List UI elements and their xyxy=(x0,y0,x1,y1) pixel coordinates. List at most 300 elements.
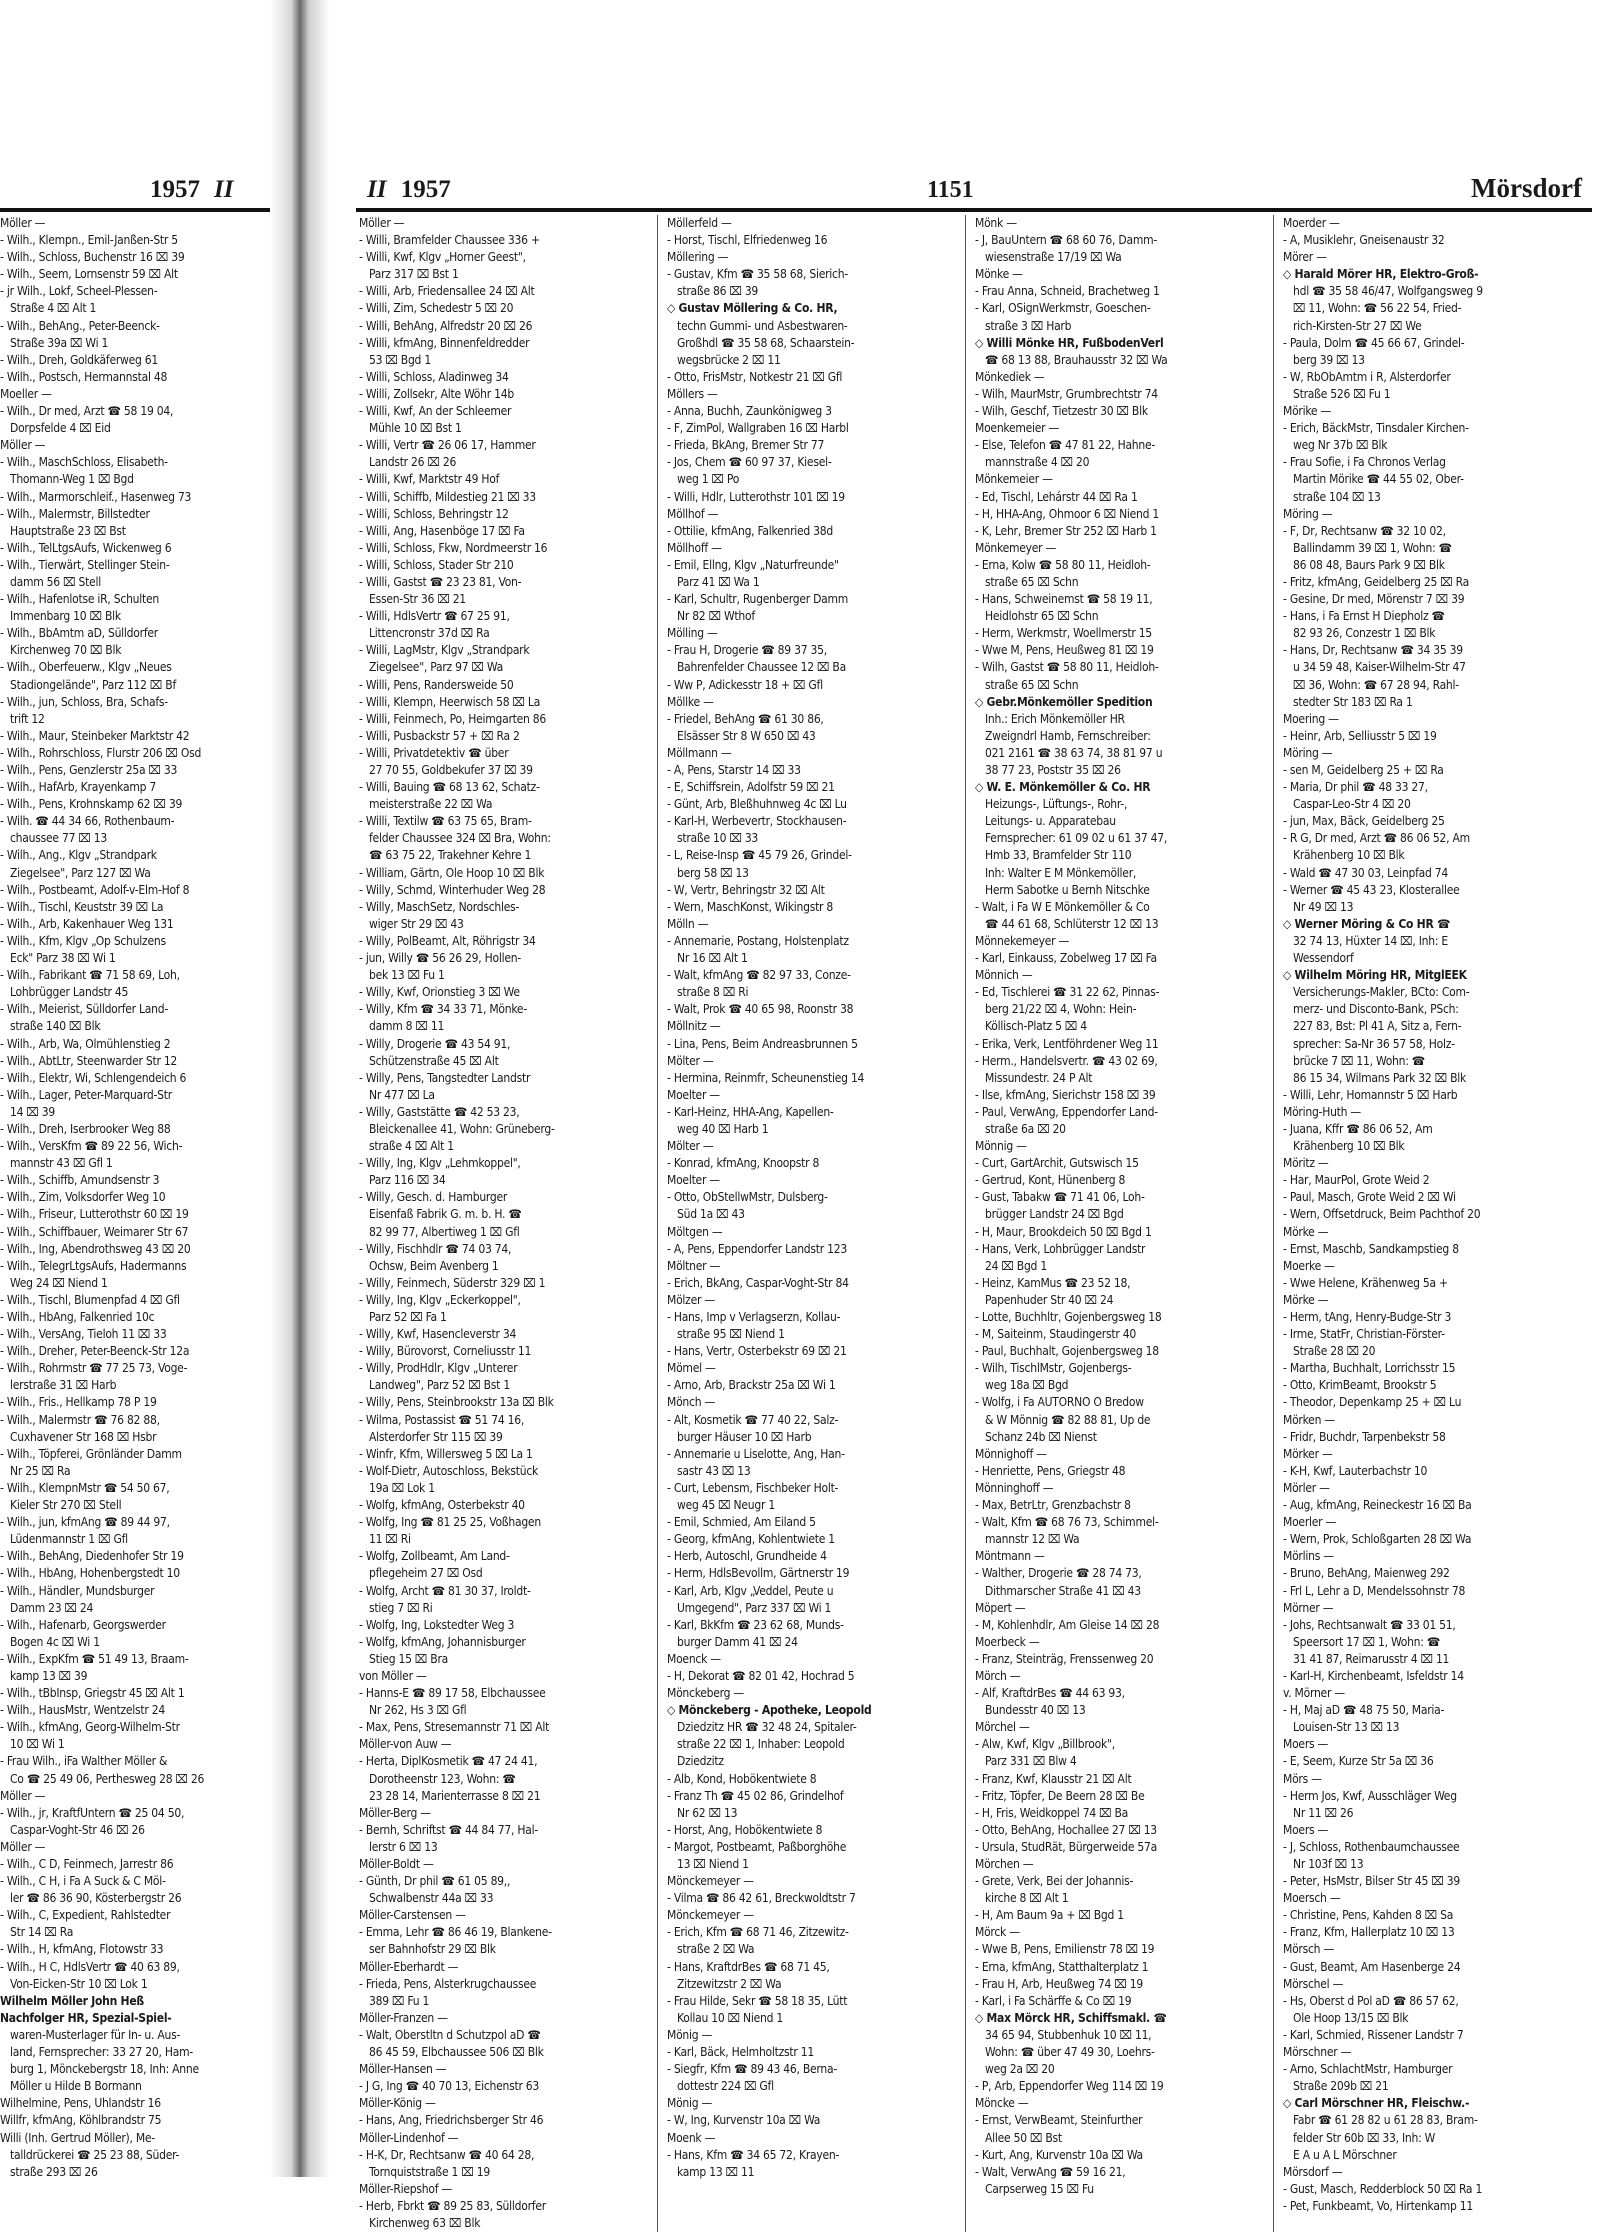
directory-entry: - K-H, Kwf, Lauterbachstr 10 xyxy=(1283,1463,1428,1478)
directory-entry: Möller-von Auw — xyxy=(359,1737,452,1752)
directory-entry: Möller-Carstensen — xyxy=(359,1908,466,1923)
directory-entry: - Wilh., Friseur, Lutterothstr 60 ⌧ 19 xyxy=(0,1207,189,1222)
directory-entry: straße 6a ⌧ 20 xyxy=(985,1121,1066,1136)
directory-entry: trift 12 xyxy=(10,711,45,726)
directory-entry: - Karl, Bäck, Helmholtzstr 11 xyxy=(667,2045,814,2060)
directory-entry: - Alf, KraftdrBes ☎ 44 63 93, xyxy=(975,1686,1125,1701)
directory-entry: lerstraße 31 ⌧ Harb xyxy=(10,1378,117,1393)
directory-entry: Mönckemeyer — xyxy=(667,1874,754,1889)
directory-entry: wiger Str 29 ⌧ 43 xyxy=(369,916,464,931)
directory-entry: - Fritz, Töpfer, De Beern 28 ⌧ Be xyxy=(975,1788,1145,1803)
directory-entry: - Wilh. ☎ 44 34 66, Rothenbaum- xyxy=(0,814,175,829)
directory-entry: - Willy, Fischhdlr ☎ 74 03 74, xyxy=(359,1241,512,1256)
directory-entry: felder Chaussee 324 ⌧ Bra, Wohn: xyxy=(369,831,551,846)
directory-entry: - Georg, kfmAng, Kohlentwiete 1 xyxy=(667,1532,835,1547)
directory-entry: Missundestr. 24 P Alt xyxy=(985,1070,1093,1085)
directory-entry: Bleickenallee 41, Wohn: Grüneberg- xyxy=(369,1121,555,1136)
directory-entry: - Willi, HdlsVertr ☎ 67 25 91, xyxy=(359,609,510,624)
directory-entry: - Wilh, Geschf, Tietzestr 30 ⌧ Blk xyxy=(975,404,1148,419)
directory-entry: - Gesine, Dr med, Mörenstr 7 ⌧ 39 xyxy=(1283,592,1465,607)
directory-entry: - Karl, Arb, Klgv „Veddel, Peute u xyxy=(667,1583,834,1598)
directory-entry: - Wern, MaschKonst, Wikingstr 8 xyxy=(667,899,834,914)
directory-entry: Mönig — xyxy=(667,2096,713,2111)
directory-entry: - Wilh., H, kfmAng, Flotowstr 33 xyxy=(0,1942,164,1957)
directory-entry: Mörschner — xyxy=(1283,2045,1352,2060)
directory-entry: - Alw, Kwf, Klgv „Billbrook", xyxy=(975,1737,1115,1752)
directory-entry: - Wilh., jr, KraftfUntern ☎ 25 04 50, xyxy=(0,1805,185,1820)
directory-entry: 24 ⌧ Bgd 1 xyxy=(985,1258,1047,1273)
directory-entry: ler ☎ 86 36 90, Kösterbergstr 26 xyxy=(10,1891,182,1906)
directory-entry: - Erna, kfmAng, Statthalterplatz 1 xyxy=(975,1959,1149,1974)
directory-entry: Leitungs- u. Apparatebau xyxy=(985,814,1116,829)
directory-entry: Köllisch-Platz 5 ⌧ 4 xyxy=(985,1019,1087,1034)
directory-entry: - J G, Ing ☎ 40 70 13, Eichenstr 63 xyxy=(359,2079,540,2094)
directory-entry: Hmb 33, Bramfelder Str 110 xyxy=(985,848,1132,863)
directory-entry: Str 14 ⌧ Ra xyxy=(10,1925,74,1940)
directory-entry: - Willi, Pens, Randersweide 50 xyxy=(359,677,514,692)
directory-entry: Ole Hoop 13/15 ⌧ Blk xyxy=(1293,2010,1409,2025)
directory-entry: - Arno, SchlachtMstr, Hamburger xyxy=(1283,2062,1453,2077)
directory-entry: Möller — xyxy=(0,1839,46,1854)
directory-entry: ◇ W. E. Mönkemöller & Co. HR xyxy=(975,780,1151,795)
directory-entry: - Willi, Textilw ☎ 63 75 65, Bram- xyxy=(359,814,532,829)
directory-entry: - Wilh., Malermstr, Billstedter xyxy=(0,506,150,521)
directory-entry: - H, Fris, Weidkoppel 74 ⌧ Ba xyxy=(975,1805,1129,1820)
directory-entry: Möller-Lindenhof — xyxy=(359,2130,459,2145)
directory-entry: Nr 477 ⌧ La xyxy=(369,1087,435,1102)
directory-column-1 xyxy=(356,215,658,2232)
directory-entry: - Willi, Gastst ☎ 23 23 81, Von- xyxy=(359,574,522,589)
directory-entry: straße 293 ⌧ 26 xyxy=(10,2164,98,2179)
directory-entry: - Hans, i Fa Ernst H Diepholz ☎ xyxy=(1283,609,1445,624)
directory-entry: - Wolf-Dietr, Autoschloss, Bekstück xyxy=(359,1463,539,1478)
directory-entry: Bahrenfelder Chaussee 12 ⌧ Ba xyxy=(677,660,846,675)
directory-entry: - Ottilie, kfmAng, Falkenried 38d xyxy=(667,523,834,538)
directory-entry: Möller-Berg — xyxy=(359,1805,431,1820)
directory-entry: - Ursula, StudRät, Bürgerweide 57a xyxy=(975,1839,1157,1854)
directory-entry: - Fritz, kfmAng, Geidelberg 25 ⌧ Ra xyxy=(1283,574,1470,589)
right-page-year: 1957 xyxy=(400,176,451,203)
directory-entry: - Franz Th ☎ 45 02 86, Grindelhof xyxy=(667,1788,844,1803)
directory-entry: - Herm Jos, Kwf, Ausschläger Weg xyxy=(1283,1788,1457,1803)
directory-entry: Kollau 10 ⌧ Niend 1 xyxy=(677,2010,783,2025)
directory-entry: - Otto, BehAng, Hochallee 27 ⌧ 13 xyxy=(975,1822,1157,1837)
directory-entry: 31 41 87, Reimarusstr 4 ⌧ 11 xyxy=(1293,1651,1450,1666)
directory-entry: - Willy, Gaststätte ☎ 42 53 23, xyxy=(359,1104,520,1119)
directory-entry: Mönnighoff — xyxy=(975,1446,1047,1461)
directory-entry: - Willi, Kwf, Klgv „Horner Geest", xyxy=(359,250,526,265)
directory-entry: ☎ 68 13 88, Brauhausstr 32 ⌧ Wa xyxy=(985,352,1168,367)
directory-entry: - Herm, HdlsBevollm, Gärtnerstr 19 xyxy=(667,1566,850,1581)
directory-entry: - Wilh., Töpferei, Grönländer Damm xyxy=(0,1446,182,1461)
directory-entry: - Frieda, Pens, Alsterkrugchaussee xyxy=(359,1976,537,1991)
directory-entry: Zitzewitzstr 2 ⌧ Wa xyxy=(677,1976,782,1991)
directory-entry: - Karl, Schmied, Rissener Landstr 7 xyxy=(1283,2027,1464,2042)
directory-entry: Tornquiststraße 1 ⌧ 19 xyxy=(369,2164,490,2179)
directory-entry: talldrückerei ☎ 25 23 88, Süder- xyxy=(10,2147,180,2162)
directory-entry: - Wilh., H C, HdlsVertr ☎ 40 63 89, xyxy=(0,1959,180,1974)
directory-entry: - Erika, Verk, Lentföhrdener Weg 11 xyxy=(975,1036,1159,1051)
directory-entry: Straße 526 ⌧ Fu 1 xyxy=(1293,386,1391,401)
directory-entry: - Gustav, Kfm ☎ 35 58 68, Sierich- xyxy=(667,267,848,282)
directory-entry: - Wilh., Postbeamt, Adolf-v-Elm-Hof 8 xyxy=(0,882,190,897)
directory-entry: Parz 116 ⌧ 34 xyxy=(369,1173,446,1188)
directory-entry: 86 08 48, Baurs Park 9 ⌧ Blk xyxy=(1293,557,1445,572)
directory-entry: damm 56 ⌧ Stell xyxy=(10,574,101,589)
directory-entry: - Frau Anna, Schneid, Brachetweg 1 xyxy=(975,284,1160,299)
left-header-rule xyxy=(0,208,290,212)
directory-column-3 xyxy=(972,215,1274,2232)
directory-entry: - Wilh., Dreh, Goldkäferweg 61 xyxy=(0,352,159,367)
directory-entry: - Wilh., Hafenlotse iR, Schulten xyxy=(0,592,159,607)
directory-entry: - Willi, Pusbackstr 57 + ⌧ Ra 2 xyxy=(359,728,520,743)
directory-entry: - Willy, Pens, Steinbrookstr 13a ⌧ Blk xyxy=(359,1395,554,1410)
directory-entry: - Wilh., Pens, Genzlerstr 25a ⌧ 33 xyxy=(0,763,178,777)
directory-entry: Mönnich — xyxy=(975,968,1033,983)
directory-entry: - jr Wilh., Lokf, Scheel-Plessen- xyxy=(0,284,158,299)
directory-entry: techn Gummi- und Asbestwaren- xyxy=(677,318,848,333)
directory-entry: Möller-Eberhardt — xyxy=(359,1959,459,1974)
directory-entry: - Willi, Schloss, Stader Str 210 xyxy=(359,557,514,572)
directory-entry: Louisen-Str 13 ⌧ 13 xyxy=(1293,1720,1400,1735)
directory-entry: Mörsdorf — xyxy=(1283,2164,1343,2179)
directory-entry: - A, Pens, Eppendorfer Landstr 123 xyxy=(667,1241,847,1256)
directory-entry: ☎ 44 61 68, Schlüterstr 12 ⌧ 13 xyxy=(985,916,1159,931)
directory-entry: - Otto, KrimBeamt, Brookstr 5 xyxy=(1283,1378,1437,1393)
directory-entry: Mörck — xyxy=(975,1925,1020,1940)
directory-entry: - Willi, Kwf, An der Schleemer xyxy=(359,404,512,419)
directory-entry: - Pet, Funkbeamt, Vo, Hirtenkamp 11 xyxy=(1283,2198,1473,2213)
directory-entry: Fernsprecher: 61 09 02 u 61 37 47, xyxy=(985,831,1168,846)
directory-entry: Mönckemeyer — xyxy=(667,1908,754,1923)
directory-entry: - Willy, Ing, Klgv „Lehmkoppel", xyxy=(359,1156,521,1171)
directory-entry: ser Bahnhofstr 29 ⌧ Blk xyxy=(369,1942,496,1957)
directory-entry: - Willi, Ang, Hasenböge 17 ⌧ Fa xyxy=(359,523,525,538)
directory-entry: Dorotheenstr 123, Wohn: ☎ xyxy=(369,1771,516,1786)
directory-entry: - Herb, Autoschl, Grundheide 4 xyxy=(667,1549,827,1564)
directory-entry: - Maria, Dr phil ☎ 48 33 27, xyxy=(1283,780,1428,795)
directory-entry: - Frau Hilde, Sekr ☎ 58 18 35, Lütt xyxy=(667,1993,848,2008)
directory-entry: Moelter — xyxy=(667,1087,720,1102)
directory-entry: - J, Schloss, Rothenbaumchaussee xyxy=(1283,1839,1460,1854)
directory-entry: Carpserweg 15 ⌧ Fu xyxy=(985,2181,1094,2196)
right-header-rule xyxy=(356,208,1592,212)
directory-entry: - Willi, LagMstr, Klgv „Strandpark xyxy=(359,643,530,658)
directory-entry: Nr 262, Hs 3 ⌧ Gfl xyxy=(369,1703,467,1718)
directory-entry: - Ww P, Adickesstr 18 + ⌧ Gfl xyxy=(667,677,823,692)
directory-entry: straße 10 ⌧ 33 xyxy=(677,831,759,846)
directory-entry: - Herm, Werkmstr, Woellmerstr 15 xyxy=(975,626,1152,641)
directory-entry: - Frau Sofie, i Fa Chronos Verlag xyxy=(1283,455,1446,470)
directory-entry: - Paul, Buchhalt, Gojenbergsweg 18 xyxy=(975,1344,1159,1359)
directory-entry: - Ilse, kfmAng, Sierichstr 158 ⌧ 39 xyxy=(975,1087,1156,1102)
directory-entry: u 34 59 48, Kaiser-Wilhelm-Str 47 xyxy=(1293,660,1466,675)
directory-entry: - Wilh., Ing, Abendrothsweg 43 ⌧ 20 xyxy=(0,1241,191,1256)
directory-entry: - Wilh., Rohrmstr ☎ 77 25 73, Voge- xyxy=(0,1361,188,1376)
directory-entry: - L, Reise-Insp ☎ 45 79 26, Grindel- xyxy=(667,848,852,863)
directory-entry: - Wolfg, kfmAng, Johannisburger xyxy=(359,1634,526,1649)
directory-entry: - H, Dekorat ☎ 82 01 42, Hochrad 5 xyxy=(667,1668,855,1683)
directory-entry: - Gust, Masch, Redderblock 50 ⌧ Ra 1 xyxy=(1283,2181,1483,2196)
directory-entry: - Frl L, Lehr a D, Mendelssohnstr 78 xyxy=(1283,1583,1466,1598)
directory-entry: - Günth, Dr phil ☎ 61 05 89,, xyxy=(359,1874,511,1889)
directory-entry: Moelter — xyxy=(667,1173,720,1188)
directory-entry: Nachfolger HR, Spezial-Spiel- xyxy=(0,2010,172,2025)
directory-entry: weg 1 ⌧ Po xyxy=(677,472,740,487)
directory-entry: - Jos, Chem ☎ 60 97 37, Kiesel- xyxy=(667,455,832,470)
directory-entry: - H, Am Baum 9a + ⌧ Bgd 1 xyxy=(975,1908,1124,1923)
directory-entry: Süd 1a ⌧ 43 xyxy=(677,1207,745,1222)
directory-entry: - Har, MaurPol, Grote Weid 2 xyxy=(1283,1173,1430,1188)
directory-entry: - Karl-Heinz, HHA-Ang, Kapellen- xyxy=(667,1104,834,1119)
directory-entry: Papenhuder Str 40 ⌧ 24 xyxy=(985,1292,1114,1307)
directory-entry: merz- und Disconto-Bank, PSch: xyxy=(1293,1002,1459,1017)
directory-entry: hdl ☎ 35 58 46/47, Wolfgangsweg 9 xyxy=(1293,284,1483,299)
directory-entry: - Wilh., tBbInsp, Griegstr 45 ⌧ Alt 1 xyxy=(0,1686,185,1701)
directory-entry: Möltner — xyxy=(667,1258,721,1273)
directory-entry: - Willi, Bramfelder Chaussee 336 + xyxy=(359,233,540,248)
directory-entry: - Franz, Kwf, Klausstr 21 ⌧ Alt xyxy=(975,1771,1132,1786)
directory-entry: Herm Sabotke u Bernh Nitschke xyxy=(985,882,1150,897)
directory-entry: Möllering — xyxy=(667,250,729,265)
directory-entry: Möllmann — xyxy=(667,745,732,760)
directory-entry: - Wolfg, kfmAng, Osterbekstr 40 xyxy=(359,1498,525,1513)
directory-entry: Dziedzitz HR ☎ 32 48 24, Spitaler- xyxy=(677,1720,857,1735)
directory-entry: - Ernst, VerwBeamt, Steinfurther xyxy=(975,2113,1143,2128)
directory-entry: Wilhelmine, Pens, Uhlandstr 16 xyxy=(0,2096,161,2111)
directory-entry: - Karl, OSignWerkmstr, Goeschen- xyxy=(975,301,1151,316)
directory-entry: - Willi, Klempn, Heerwisch 58 ⌧ La xyxy=(359,694,541,709)
directory-entry: Mölln — xyxy=(667,916,709,931)
directory-entry: - Karl, Einkauss, Zobelweg 17 ⌧ Fa xyxy=(975,951,1157,966)
directory-entry: Mönig — xyxy=(667,2027,713,2042)
directory-entry: - K, Lehr, Bremer Str 252 ⌧ Harb 1 xyxy=(975,523,1157,538)
directory-entry: Ballindamm 39 ⌧ 1, Wohn: ☎ xyxy=(1293,540,1452,555)
directory-entry: Mönkediek — xyxy=(975,369,1045,384)
directory-entry: - Karl, Schultr, Rugenberger Damm xyxy=(667,592,849,607)
directory-entry: - Anna, Buchh, Zaunkönigweg 3 xyxy=(667,404,832,419)
directory-entry: - sen M, Geidelberg 25 + ⌧ Ra xyxy=(1283,763,1444,777)
directory-entry: - Hans, Kfm ☎ 34 65 72, Krayen- xyxy=(667,2147,840,2162)
directory-entry: - Peter, HsMstr, Bilser Str 45 ⌧ 39 xyxy=(1283,1874,1460,1889)
directory-entry: - Willy, Gesch. d. Hamburger xyxy=(359,1190,508,1205)
directory-entry: Mörsch — xyxy=(1283,1942,1334,1957)
directory-entry: - Gust, Beamt, Am Hasenberge 24 xyxy=(1283,1959,1461,1974)
directory-entry: - Frau H, Drogerie ☎ 89 37 35, xyxy=(667,643,827,658)
directory-entry: berg 58 ⌧ 13 xyxy=(677,865,749,880)
right-page-section-year xyxy=(367,176,451,204)
directory-entry: - Wilh., BbAmtm aD, Sülldorfer xyxy=(0,626,158,641)
directory-entry: - Willy, ProdHdlr, Klgv „Unterer xyxy=(359,1361,518,1376)
directory-entry: burger Damm 41 ⌧ 24 xyxy=(677,1634,798,1649)
directory-entry: - Vilma ☎ 86 42 61, Breckwoldtstr 7 xyxy=(667,1891,856,1906)
directory-entry: Straße 209b ⌧ 21 xyxy=(1293,2079,1389,2094)
directory-entry: Allee 50 ⌧ Bst xyxy=(985,2130,1062,2145)
directory-entry: - Wilh., Tischl, Blumenpfad 4 ⌧ Gfl xyxy=(0,1292,180,1307)
directory-entry: 23 28 14, Marienterrasse 8 ⌧ 21 xyxy=(369,1788,541,1803)
directory-entry: straße 3 ⌧ Harb xyxy=(985,318,1072,333)
directory-entry: - Wilh., C H, i Fa A Suck & C Möl- xyxy=(0,1874,166,1889)
directory-entry: - H, Maj aD ☎ 48 75 50, Maria- xyxy=(1283,1703,1445,1718)
directory-entry: - Willi, Schiffb, Mildestieg 21 ⌧ 33 xyxy=(359,489,536,504)
directory-entry: - Frau Wilh., iFa Walther Möller & xyxy=(0,1754,168,1769)
directory-entry: - Wilh., VersKfm ☎ 89 22 56, Wich- xyxy=(0,1139,183,1154)
directory-entry: - Willi, Zim, Schedestr 5 ⌧ 20 xyxy=(359,301,514,316)
directory-entry: - Wilh., Postsch, Hermannstal 48 xyxy=(0,369,168,384)
directory-entry: - J, BauUntern ☎ 68 60 76, Damm- xyxy=(975,233,1157,248)
directory-entry: Parz 317 ⌧ Bst 1 xyxy=(369,267,459,282)
directory-entry: - Wilh., Elektr, Wi, Schlengendeich 6 xyxy=(0,1070,187,1085)
directory-entry: - Walt, Kfm ☎ 68 76 73, Schimmel- xyxy=(975,1515,1159,1530)
directory-entry: 82 99 77, Albertiweg 1 ⌧ Gfl xyxy=(369,1224,520,1239)
directory-entry: Möltgen — xyxy=(667,1224,723,1239)
directory-entry: Krähenberg 10 ⌧ Blk xyxy=(1293,848,1405,863)
directory-entry: Mönk — xyxy=(975,216,1017,230)
directory-entry: Straße 28 ⌧ 20 xyxy=(1293,1344,1376,1359)
directory-entry: - Wilh., Händler, Mundsburger xyxy=(0,1583,155,1598)
directory-entry: - Wilh., jun, kfmAng ☎ 89 44 97, xyxy=(0,1515,170,1530)
directory-entry: Inh.: Erich Mönkemöller HR xyxy=(985,711,1125,726)
directory-entry: - Max, Pens, Stresemannstr 71 ⌧ Alt xyxy=(359,1720,550,1735)
directory-entry: meisterstraße 22 ⌧ Wa xyxy=(369,797,493,812)
directory-entry: ☎ 63 75 22, Trakehner Kehre 1 xyxy=(369,848,532,863)
directory-entry: - Herta, DiplKosmetik ☎ 47 24 41, xyxy=(359,1754,538,1769)
directory-entry: - Willy, Drogerie ☎ 43 54 91, xyxy=(359,1036,511,1051)
directory-entry: - Willy, MaschSetz, Nordschles- xyxy=(359,899,520,914)
directory-entry: - Wilh., Ang., Klgv „Strandpark xyxy=(0,848,157,863)
left-page-columns xyxy=(0,215,292,2181)
directory-entry: - Willi, Hdlr, Lutterothstr 101 ⌧ 19 xyxy=(667,489,845,504)
directory-entry: Hauptstraße 23 ⌧ Bst xyxy=(10,523,126,538)
directory-entry: ⌧ 11, Wohn: ☎ 56 22 54, Fried- xyxy=(1293,301,1462,316)
directory-entry: Moenkemeier — xyxy=(975,421,1060,436)
directory-entry: - Franz, Steinträg, Frenssenweg 20 xyxy=(975,1651,1154,1666)
directory-entry: 86 45 59, Elbchaussee 506 ⌧ Blk xyxy=(369,2045,544,2060)
directory-entry: - Wilh., Dreh, Iserbrooker Weg 88 xyxy=(0,1121,171,1136)
directory-entry: straße 2 ⌧ Wa xyxy=(677,1942,755,1957)
directory-entry: - Willy, PolBeamt, Alt, Röhrigstr 34 xyxy=(359,933,536,948)
directory-entry: - Else, Telefon ☎ 47 81 22, Hahne- xyxy=(975,438,1156,453)
directory-entry: - Wilh., HafArb, Krayenkamp 7 xyxy=(0,780,157,795)
directory-entry: Möntmann — xyxy=(975,1549,1045,1564)
directory-entry: Mörken — xyxy=(1283,1412,1335,1427)
directory-entry: Kirchenweg 70 ⌧ Blk xyxy=(10,643,122,658)
directory-entry: - Wilh., Pens, Krohnskamp 62 ⌧ 39 xyxy=(0,797,183,812)
directory-entry: Mörer — xyxy=(1283,250,1327,265)
directory-entry: Ziegelsee", Parz 97 ⌧ Wa xyxy=(369,660,503,675)
directory-entry: Willi (Inh. Gertrud Möller), Me- xyxy=(0,2130,155,2145)
directory-entry: Mühle 10 ⌧ Bst 1 xyxy=(369,421,462,436)
directory-entry: - Martha, Buchhalt, Lorrichsstr 15 xyxy=(1283,1361,1456,1376)
directory-entry: Parz 331 ⌧ Blw 4 xyxy=(985,1754,1077,1769)
directory-entry: - Wilh, Gastst ☎ 58 80 11, Heidloh- xyxy=(975,660,1159,675)
directory-entry: - W, Ing, Kurvenstr 10a ⌧ Wa xyxy=(667,2113,821,2128)
directory-entry: - Willi, Zollsekr, Alte Wöhr 14b xyxy=(359,386,514,401)
directory-entry: Schwalbenstr 44a ⌧ 33 xyxy=(369,1891,494,1906)
directory-entry: Mörschel — xyxy=(1283,1976,1344,1991)
directory-entry: - Wolfg, Archt ☎ 81 30 37, Iroldt- xyxy=(359,1583,531,1598)
directory-entry: - Wilh., C D, Feinmech, Jarrestr 86 xyxy=(0,1857,174,1871)
directory-entry: Mörch — xyxy=(975,1668,1021,1683)
directory-entry: - Willy, Bürovorst, Corneliusstr 11 xyxy=(359,1344,532,1359)
directory-entry: - Max, BetrLtr, Grenzbachstr 8 xyxy=(975,1498,1131,1513)
right-page-section: II xyxy=(367,176,387,203)
directory-entry: land, Fernsprecher: 33 27 20, Ham- xyxy=(10,2045,194,2060)
directory-entry: - Willi, Schloss, Behringstr 12 xyxy=(359,506,509,521)
directory-entry: weg 18a ⌧ Bgd xyxy=(985,1378,1069,1393)
directory-entry: Möller-Franzen — xyxy=(359,2010,448,2025)
directory-entry: 11 ⌧ Ri xyxy=(369,1532,411,1547)
directory-entry: Littencronstr 37d ⌧ Ra xyxy=(369,626,490,641)
directory-entry: Nr 16 ⌧ Alt 1 xyxy=(677,951,748,966)
directory-entry: - Wilh., Fabrikant ☎ 71 58 69, Loh, xyxy=(0,968,180,983)
directory-entry: - Aug, kfmAng, Reineckestr 16 ⌧ Ba xyxy=(1283,1498,1472,1513)
directory-entry: - A, Musiklehr, Gneisenaustr 32 xyxy=(1283,233,1445,248)
directory-entry: - Karl, i Fa Schärffe & Co ⌧ 19 xyxy=(975,1993,1132,2008)
directory-entry: - Theodor, Depenkamp 25 + ⌧ Lu xyxy=(1283,1395,1462,1410)
directory-entry: - Christine, Pens, Kahden 8 ⌧ Sa xyxy=(1283,1908,1454,1923)
directory-entry: Mörchel — xyxy=(975,1720,1030,1735)
directory-entry: Mönnekemeyer — xyxy=(975,933,1070,948)
directory-entry: Moers — xyxy=(1283,1822,1329,1837)
directory-entry: Wohn: ☎ über 47 49 30, Loehrs- xyxy=(985,2045,1155,2060)
directory-entry: Ziegelsee", Parz 127 ⌧ Wa xyxy=(10,865,151,880)
directory-entry: Landstr 26 ⌧ 26 xyxy=(369,455,457,470)
directory-entry: Mörlins — xyxy=(1283,1549,1334,1564)
directory-entry: Lüdenmannstr 1 ⌧ Gfl xyxy=(10,1532,128,1547)
directory-entry: - Wilh., VersAng, Tieloh 11 ⌧ 33 xyxy=(0,1327,167,1342)
directory-entry: Möller — xyxy=(0,1788,46,1803)
directory-entry: Möncke — xyxy=(975,2096,1029,2111)
directory-entry: 14 ⌧ 39 xyxy=(10,1104,56,1119)
directory-entry: Möller u Hilde B Bormann xyxy=(10,2079,142,2094)
directory-entry: kamp 13 ⌧ 39 xyxy=(10,1668,88,1683)
directory-entry: - Irme, StatFr, Christian-Förster- xyxy=(1283,1327,1445,1342)
directory-entry: Mönch — xyxy=(667,1395,716,1410)
directory-entry: Caspar-Voght-Str 46 ⌧ 26 xyxy=(10,1822,145,1837)
directory-entry: - Alt, Kosmetik ☎ 77 40 22, Salz- xyxy=(667,1412,839,1427)
directory-entry: Nr 25 ⌧ Ra xyxy=(10,1463,71,1478)
directory-entry: - Wilh., Maur, Steinbeker Marktstr 42 xyxy=(0,728,190,743)
directory-entry: - M, Saiteinm, Staudingerstr 40 xyxy=(975,1327,1136,1342)
directory-entry: - Konrad, kfmAng, Knoopstr 8 xyxy=(667,1156,820,1171)
directory-entry: - Wilh., Tierwärt, Stellinger Stein- xyxy=(0,557,170,572)
directory-entry: Mölling — xyxy=(667,626,718,641)
directory-entry: - Willi, Schloss, Aladinweg 34 xyxy=(359,369,509,384)
directory-entry: burg 1, Mönckebergstr 18, Inh: Anne xyxy=(10,2062,199,2077)
directory-entry: - Wilh., ExpKfm ☎ 51 49 13, Braam- xyxy=(0,1651,189,1666)
directory-entry: Zweigndrl Hamb, Fernschreiber: xyxy=(985,728,1151,743)
directory-entry: - Franz, Kfm, Hallerplatz 10 ⌧ 13 xyxy=(1283,1925,1455,1940)
directory-entry: Weg 24 ⌧ Niend 1 xyxy=(10,1275,108,1290)
directory-entry: Lohbrügger Landstr 45 xyxy=(10,985,129,1000)
directory-entry: - jun, Willy ☎ 56 26 29, Hollen- xyxy=(359,951,521,966)
directory-entry: ◇ Max Mörck HR, Schiffsmakl. ☎ xyxy=(975,2010,1167,2025)
directory-entry: ◇ Wilhelm Möring HR, MitglEEK xyxy=(1283,968,1467,983)
directory-entry: Moenck — xyxy=(667,1651,721,1666)
directory-entry: chaussee 77 ⌧ 13 xyxy=(10,831,107,846)
directory-entry: - Heinr, Arb, Selliusstr 5 ⌧ 19 xyxy=(1283,728,1437,743)
directory-entry: - Kurt, Ang, Kurvenstr 10a ⌧ Wa xyxy=(975,2147,1143,2162)
directory-entry: straße 65 ⌧ Schn xyxy=(985,677,1079,692)
directory-entry: - H, Maur, Brookdeich 50 ⌧ Bgd 1 xyxy=(975,1224,1152,1239)
directory-column-2 xyxy=(664,215,966,2232)
directory-entry: 32 74 13, Hüxter 14 ⌧, Inh: E xyxy=(1293,933,1448,948)
directory-entry: - Wilh., Hafenarb, Georgswerder xyxy=(0,1617,166,1632)
directory-entry: Inh: Walter E M Mönkemöller, xyxy=(985,865,1137,880)
directory-entry: weg Nr 37b ⌧ Blk xyxy=(1293,438,1388,453)
directory-entry: Immenbarg 10 ⌧ Blk xyxy=(10,609,121,624)
